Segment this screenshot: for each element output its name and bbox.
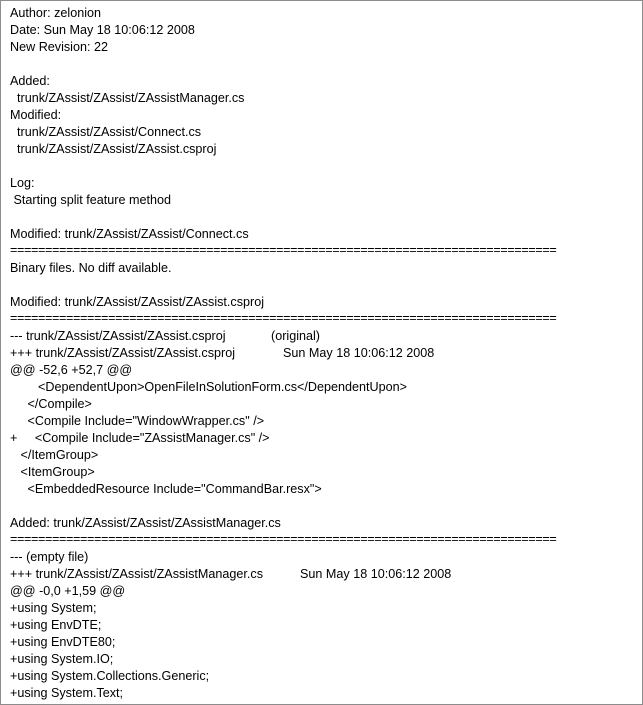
diff-hunk-header: @@ -0,0 +1,59 @@ (10, 584, 126, 598)
modified-label: Modified: (10, 108, 62, 122)
modified-file: trunk/ZAssist/ZAssist/ZAssist.csproj (10, 142, 217, 156)
old-file-path: --- trunk/ZAssist/ZAssist/ZAssist.csproj (10, 329, 226, 343)
diff-line: +using System; (10, 601, 97, 615)
separator: ============================================================================== (10, 243, 557, 257)
diff-line: </Compile> (10, 397, 92, 411)
separator: ============================================================================== (10, 532, 557, 546)
spacer (10, 498, 642, 515)
new-file-tag: Sun May 18 10:06:12 2008 (283, 346, 435, 360)
added-file: trunk/ZAssist/ZAssist/ZAssistManager.cs (10, 91, 245, 105)
new-file-tag: Sun May 18 10:06:12 2008 (300, 567, 452, 581)
diff-line: +using System.IO; (10, 652, 114, 666)
diff-title: Modified: trunk/ZAssist/ZAssist/Connect.cs (10, 227, 249, 241)
diff-line: +using EnvDTE80; (10, 635, 116, 649)
diff-line: <ItemGroup> (10, 465, 95, 479)
author-line: Author: zelonion (10, 6, 102, 20)
diff-line: +using System.Collections.Generic; (10, 669, 210, 683)
diff-line: <Compile Include="WindowWrapper.cs" /> (10, 414, 265, 428)
diff-old-file-header (10, 328, 642, 345)
date-line: Date: Sun May 18 10:06:12 2008 (10, 23, 195, 37)
diff-line: +using System.Text; (10, 686, 124, 700)
log-label: Log: (10, 176, 35, 190)
diff-old-file-header: --- (empty file) (10, 550, 89, 564)
diff-title: Modified: trunk/ZAssist/ZAssist/ZAssist.csproj (10, 295, 265, 309)
diff-title: Added: trunk/ZAssist/ZAssist/ZAssistManager.cs (10, 516, 281, 530)
modified-file: trunk/ZAssist/ZAssist/Connect.cs (10, 125, 202, 139)
diff-line: </ItemGroup> (10, 448, 99, 462)
diff-hunk-header: @@ -52,6 +52,7 @@ (10, 363, 133, 377)
spacer (10, 56, 642, 73)
diff-line: <EmbeddedResource Include="CommandBar.resx"> (10, 482, 322, 496)
new-file-path: +++ trunk/ZAssist/ZAssist/ZAssist.csproj (10, 346, 235, 360)
diff-line: +using EnvDTE; (10, 618, 102, 632)
new-file-path: +++ trunk/ZAssist/ZAssist/ZAssistManager.cs (10, 567, 263, 581)
diff-line: Binary files. No diff available. (10, 261, 172, 275)
diff-new-file-header (10, 345, 642, 362)
old-file-tag: (original) (271, 329, 320, 343)
spacer (10, 209, 642, 226)
revision-line: New Revision: 22 (10, 40, 108, 54)
diff-line: + <Compile Include="ZAssistManager.cs" /> (10, 431, 270, 445)
log-message: Starting split feature method (10, 193, 172, 207)
diff-new-file-header (10, 566, 642, 583)
spacer (10, 158, 642, 175)
separator: ============================================================================== (10, 311, 557, 325)
spacer (10, 277, 642, 294)
added-label: Added: (10, 74, 50, 88)
diff-line: <DependentUpon>OpenFileInSolutionForm.cs</DependentUpon> (10, 380, 407, 394)
